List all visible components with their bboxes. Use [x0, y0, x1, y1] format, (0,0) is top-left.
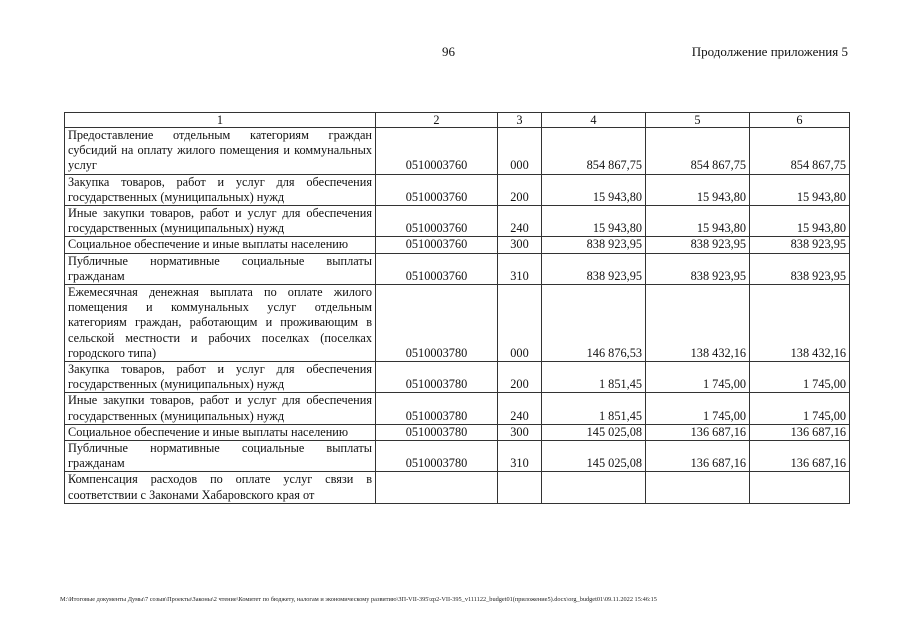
row-description: Публичные нормативные социальные выплаты гражданам	[65, 441, 376, 472]
row-description: Предоставление отдельным категориям граждан субсидий на оплату жилого помещения и коммунальных услуг	[65, 128, 376, 175]
row-description: Закупка товаров, работ и услуг для обеспечения государственных (муниципальных) нужд	[65, 362, 376, 393]
row-description: Публичные нормативные социальные выплаты гражданам	[65, 253, 376, 284]
expense-type-code: 000	[498, 285, 542, 362]
amount-col6: 15 943,80	[750, 206, 850, 237]
expense-type-code: 200	[498, 174, 542, 205]
expense-type-code: 240	[498, 206, 542, 237]
amount-col5: 136 687,16	[646, 424, 750, 440]
table-row	[65, 253, 850, 284]
amount-col6: 854 867,75	[750, 128, 850, 175]
amount-col4: 838 923,95	[542, 253, 646, 284]
amount-col6: 838 923,95	[750, 253, 850, 284]
amount-col6: 1 745,00	[750, 393, 850, 424]
column-header: 2	[376, 113, 498, 128]
table-row	[65, 362, 850, 393]
expense-type-code: 000	[498, 128, 542, 175]
column-header: 4	[542, 113, 646, 128]
amount-col4	[542, 472, 646, 503]
row-description: Закупка товаров, работ и услуг для обеспечения государственных (муниципальных) нужд	[65, 174, 376, 205]
continuation-label: Продолжение приложения 5	[691, 44, 848, 59]
target-article-code: 0510003780	[376, 362, 498, 393]
column-header: 3	[498, 113, 542, 128]
amount-col4: 1 851,45	[542, 362, 646, 393]
row-description: Компенсация расходов по оплате услуг связи в соответствии с Законами Хабаровского края от	[65, 472, 376, 503]
amount-col4: 854 867,75	[542, 128, 646, 175]
amount-col6	[750, 472, 850, 503]
column-header: 6	[750, 113, 850, 128]
target-article-code: 0510003780	[376, 441, 498, 472]
table-row	[65, 441, 850, 472]
expense-type-code: 310	[498, 253, 542, 284]
target-article-code: 0510003780	[376, 285, 498, 362]
expense-type-code: 240	[498, 393, 542, 424]
table-row	[65, 393, 850, 424]
table-row	[65, 424, 850, 440]
table-header-row	[65, 113, 850, 128]
amount-col5: 838 923,95	[646, 237, 750, 253]
amount-col4: 145 025,08	[542, 424, 646, 440]
amount-col4: 15 943,80	[542, 206, 646, 237]
amount-col4: 146 876,53	[542, 285, 646, 362]
amount-col5: 1 745,00	[646, 362, 750, 393]
amount-col6: 136 687,16	[750, 441, 850, 472]
target-article-code: 0510003760	[376, 206, 498, 237]
row-description: Социальное обеспечение и иные выплаты населению	[65, 237, 376, 253]
column-header: 5	[646, 113, 750, 128]
target-article-code: 0510003760	[376, 174, 498, 205]
expense-type-code: 310	[498, 441, 542, 472]
amount-col4: 1 851,45	[542, 393, 646, 424]
row-description: Иные закупки товаров, работ и услуг для обеспечения государственных (муниципальных) нужд	[65, 393, 376, 424]
expense-type-code: 300	[498, 424, 542, 440]
target-article-code: 0510003760	[376, 237, 498, 253]
amount-col4: 15 943,80	[542, 174, 646, 205]
amount-col5: 15 943,80	[646, 174, 750, 205]
target-article-code: 0510003760	[376, 128, 498, 175]
table-row	[65, 206, 850, 237]
amount-col6: 15 943,80	[750, 174, 850, 205]
expense-type-code: 200	[498, 362, 542, 393]
table-row	[65, 128, 850, 175]
amount-col4: 838 923,95	[542, 237, 646, 253]
column-header: 1	[65, 113, 376, 128]
table-row	[65, 472, 850, 503]
target-article-code: 0510003760	[376, 253, 498, 284]
row-description: Социальное обеспечение и иные выплаты населению	[65, 424, 376, 440]
amount-col5: 136 687,16	[646, 441, 750, 472]
table-row	[65, 174, 850, 205]
file-path-footer: M:\Итоговые документы Думы\7 созыв\Проекты\Законы\2 чтение\Комитет по бюджету, налогам и экономическому развитию\ЗП-VII-395\zp2-VII-395_v111122_budget01(приложение5).docx\org_budget01\09.11.2022 15:46:15	[60, 596, 657, 603]
expense-type-code: 300	[498, 237, 542, 253]
amount-col4: 145 025,08	[542, 441, 646, 472]
amount-col6: 838 923,95	[750, 237, 850, 253]
target-article-code: 0510003780	[376, 424, 498, 440]
table-row	[65, 237, 850, 253]
amount-col6: 138 432,16	[750, 285, 850, 362]
amount-col5: 15 943,80	[646, 206, 750, 237]
amount-col5: 138 432,16	[646, 285, 750, 362]
amount-col5: 838 923,95	[646, 253, 750, 284]
target-article-code: 0510003780	[376, 393, 498, 424]
table-row	[65, 285, 850, 362]
expense-type-code	[498, 472, 542, 503]
row-description: Ежемесячная денежная выплата по оплате жилого помещения и коммунальных услуг отдельным категориям граждан, работающим и проживающим в сельской местности и рабочих поселках (поселках городского типа)	[65, 285, 376, 362]
budget-table	[64, 112, 850, 504]
amount-col6: 1 745,00	[750, 362, 850, 393]
amount-col5: 1 745,00	[646, 393, 750, 424]
amount-col5	[646, 472, 750, 503]
target-article-code	[376, 472, 498, 503]
amount-col5: 854 867,75	[646, 128, 750, 175]
page-number: 96	[442, 44, 455, 59]
row-description: Иные закупки товаров, работ и услуг для обеспечения государственных (муниципальных) нужд	[65, 206, 376, 237]
amount-col6: 136 687,16	[750, 424, 850, 440]
